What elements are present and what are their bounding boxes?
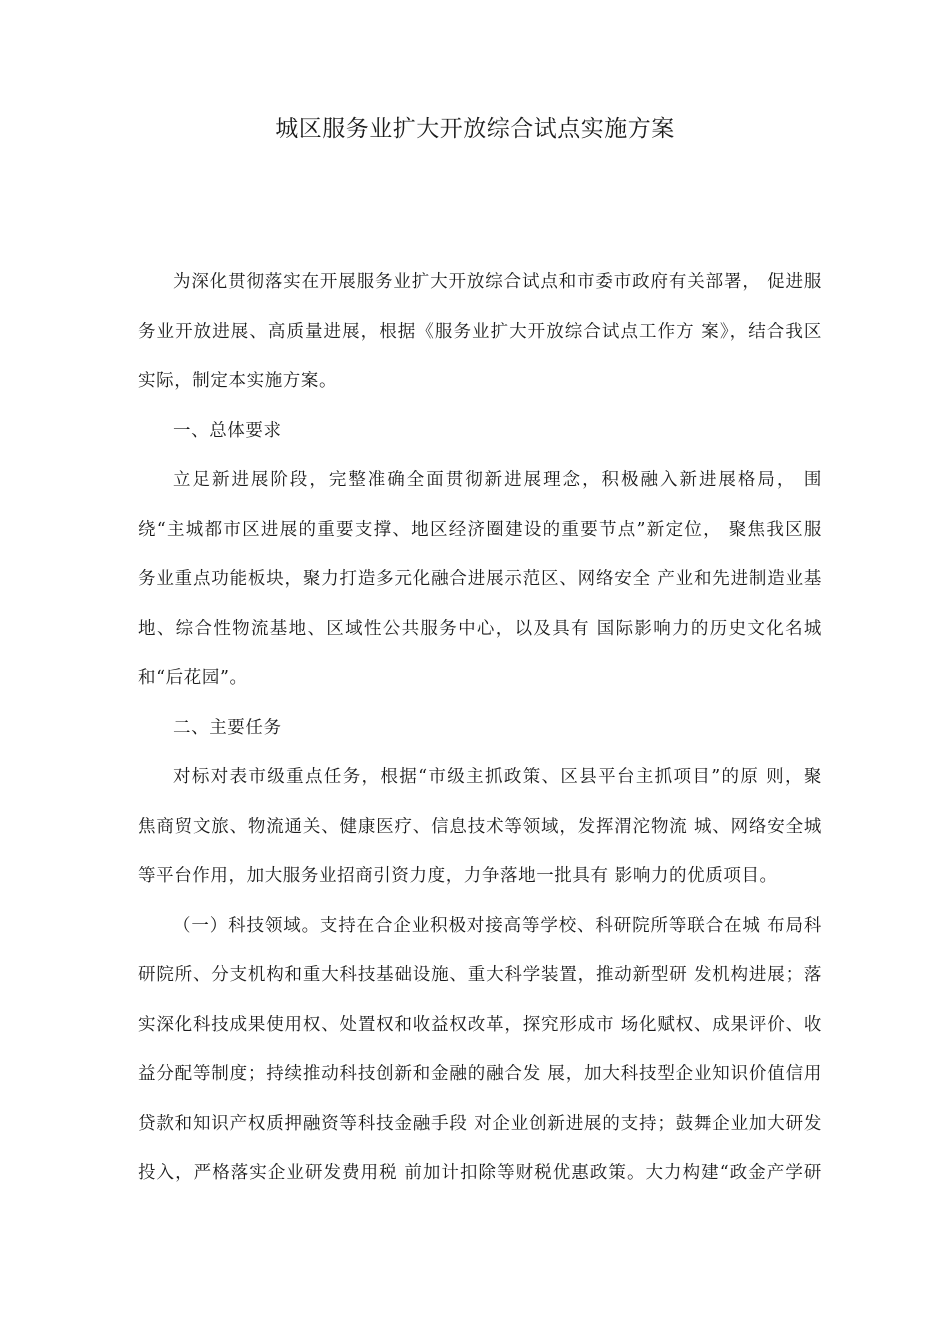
section-2-line: 等平台作用，加大服务业招商引资力度，力争落地一批具有 影响力的优质项目。 <box>138 866 778 886</box>
document-title: 城区服务业扩大开放综合试点实施方案 <box>275 116 675 142</box>
subsection-1-line: 投入，严格落实企业研发费用税 前加计扣除等财税优惠政策。大力构建“政金产学研 <box>138 1163 822 1183</box>
section-1-line: 绕“主城都市区进展的重要支撑、地区经济圈建设的重要节点”新定位， 聚焦我区服 <box>138 519 822 540</box>
section-1-line: 和“后花园”。 <box>138 668 248 688</box>
section-1-paragraph <box>138 456 822 704</box>
document-body <box>138 258 822 1199</box>
subsection-1-line: 研院所、分支机构和重大科技基础设施、重大科学装置，推动新型研 发机构进展；落 <box>138 965 822 985</box>
subsection-1-line: （一）科技领域。支持在合企业积极对接高等学校、科研院所等联合在城 布局科 <box>173 915 822 936</box>
intro-line: 务业开放进展、高质量进展，根据《服务业扩大开放综合试点工作方 案》，结合我区 <box>138 321 822 342</box>
intro-paragraph <box>138 258 822 407</box>
section-2-line: 对标对表市级重点任务，根据“市级主抓政策、区县平台主抓项目”的原 则，聚 <box>173 767 822 787</box>
subsection-1-line: 贷款和知识产权质押融资等科技金融手段 对企业创新进展的支持；鼓舞企业加大研发 <box>138 1113 822 1134</box>
section-1-line: 务业重点功能板块，聚力打造多元化融合进展示范区、网络安全 产业和先进制造业基 <box>138 569 822 589</box>
section-2-line: 焦商贸文旅、物流通关、健康医疗、信息技术等领域，发挥渭沱物流 城、网络安全城 <box>138 816 822 837</box>
section-1-heading: 一、总体要求 <box>173 420 282 441</box>
section-1-line: 地、综合性物流基地、区域性公共服务中心，以及具有 国际影响力的历史文化名城 <box>138 618 822 639</box>
subsection-1-line: 益分配等制度；持续推动科技创新和金融的融合发 展，加大科技型企业知识价值信用 <box>138 1064 822 1084</box>
intro-line: 为深化贯彻落实在开展服务业扩大开放综合试点和市委市政府有关部署， 促进服 <box>173 272 822 292</box>
section-1-line: 立足新进展阶段，完整准确全面贯彻新进展理念，积极融入新进展格局， 围 <box>173 470 822 490</box>
subsection-1-line: 实深化科技成果使用权、处置权和收益权改革，探究形成市 场化赋权、成果评价、收 <box>138 1014 822 1035</box>
section-2-paragraph <box>138 753 822 902</box>
subsection-1-paragraph <box>138 902 822 1199</box>
intro-line: 实际，制定本实施方案。 <box>138 371 338 391</box>
section-2-heading: 二、主要任务 <box>173 717 282 738</box>
